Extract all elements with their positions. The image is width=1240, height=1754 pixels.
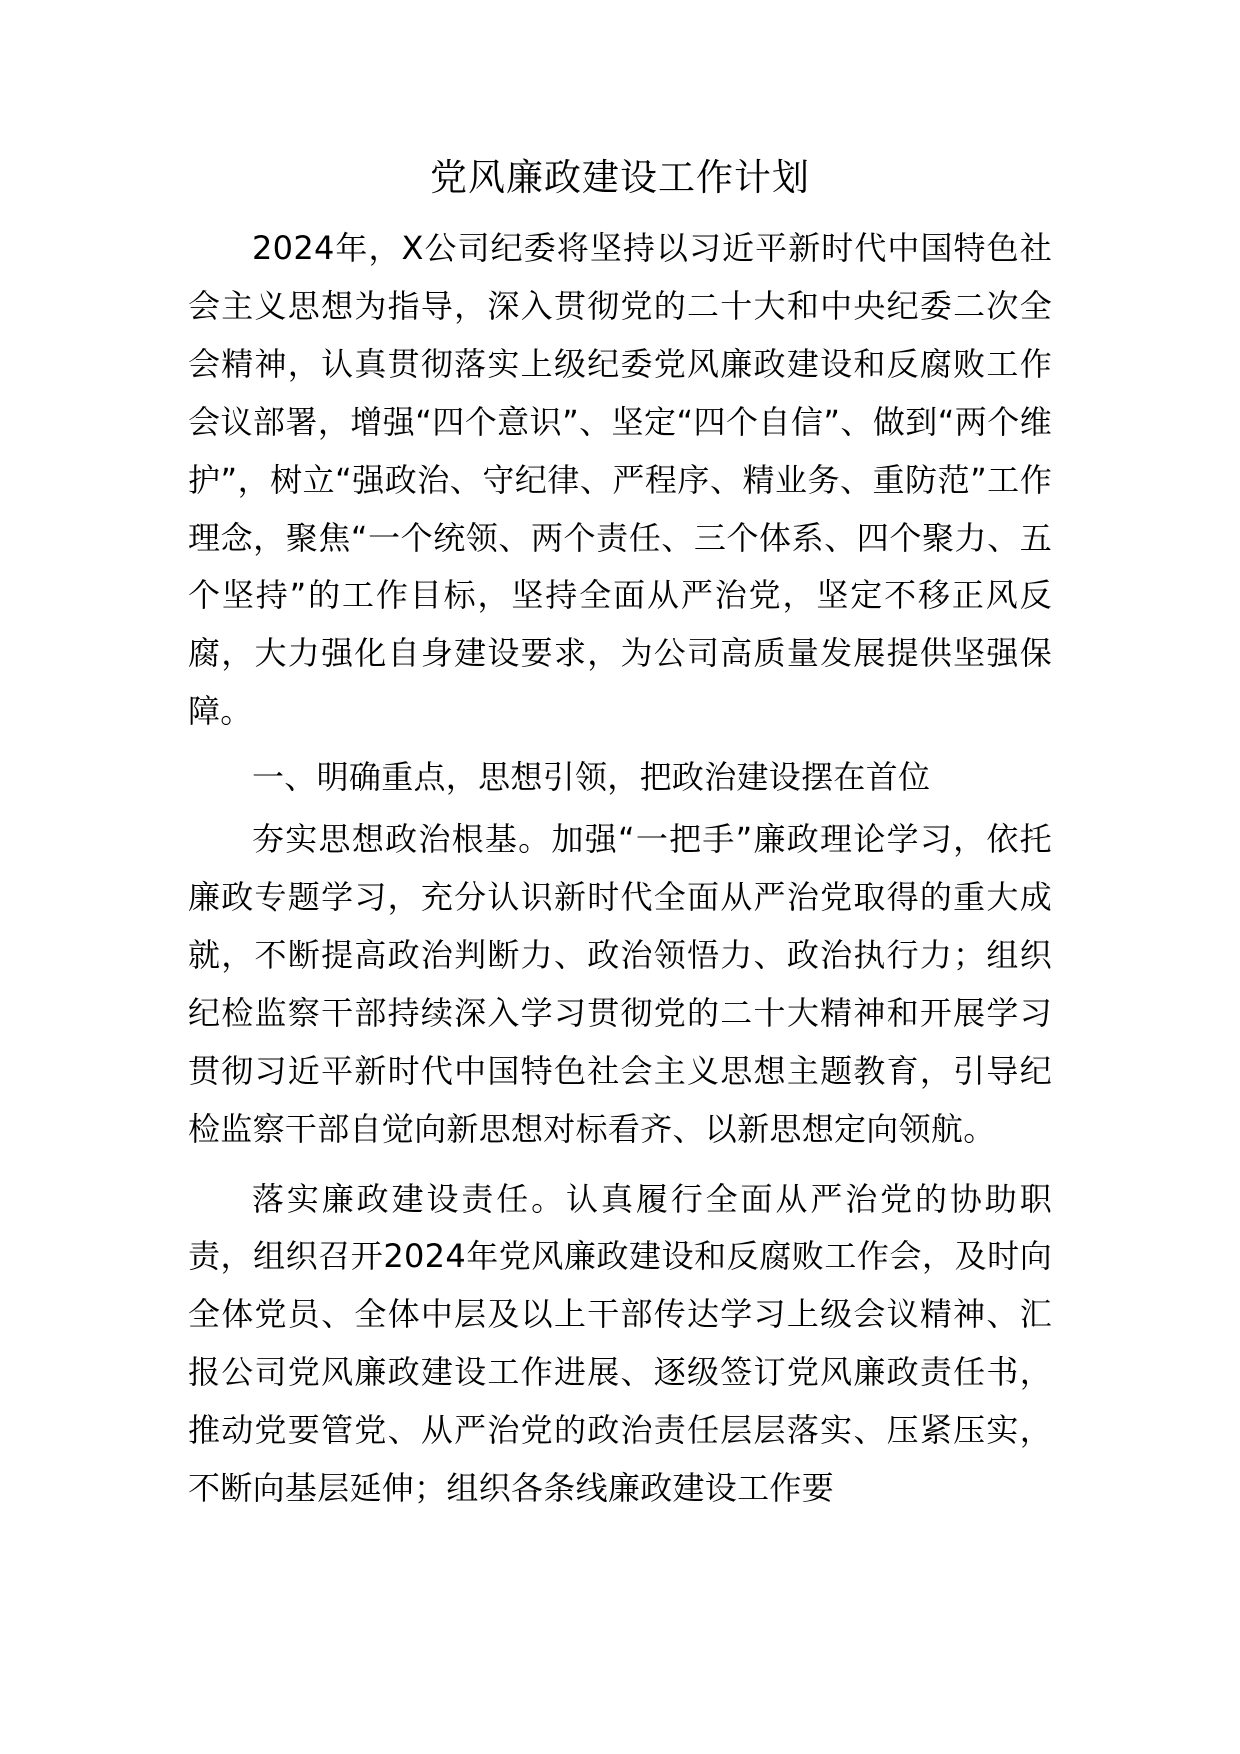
section-heading-1: 一、明确重点，思想引领，把政治建设摆在首位 [252, 758, 931, 797]
body-paragraph-2: 落实廉政建设责任。认真履行全面从严治党的协助职责，组织召开2024年党风廉政建设和反腐败工作会，及时向全体党员、全体中层及以上干部传达学习上级会议精神、汇报公司党风廉政建设工作进展、逐级签订党风廉政责任书，推动党要管党、从严治党的政治责任层层落实、压紧压实，不断向基层延伸；组织各条线廉政建设工作要 [188, 1179, 1052, 1508]
intro-paragraph: 2024年，X公司纪委将坚持以习近平新时代中国特色社会主义思想为指导，深入贯彻党的二十大和中央纪委二次全会精神，认真贯彻落实上级纪委党风廉政建设和反腐败工作会议部署，增强“四个意识”、坚定“四个自信”、做到“两个维护”，树立“强政治、守纪律、严程序、精业务、重防范”工作理念，聚焦“一个统领、两个责任、三个体系、四个聚力、五个坚持”的工作目标，坚持全面从严治党，坚定不移正风反腐，大力强化自身建设要求，为公司高质量发展提供坚强保障。 [188, 229, 1052, 731]
document-page [188, 150, 1052, 1518]
body-paragraph-1: 夯实思想政治根基。加强“一把手”廉政理论学习，依托廉政专题学习，充分认识新时代全面从严治党取得的重大成就，不断提高政治判断力、政治领悟力、政治执行力；组织纪检监察干部持续深入学习贯彻党的二十大精神和开展学习贯彻习近平新时代中国特色社会主义思想主题教育，引导纪检监察干部自觉向新思想对标看齐、以新思想定向领航。 [188, 820, 1052, 1148]
document-title: 党风廉政建设工作计划 [430, 156, 810, 199]
